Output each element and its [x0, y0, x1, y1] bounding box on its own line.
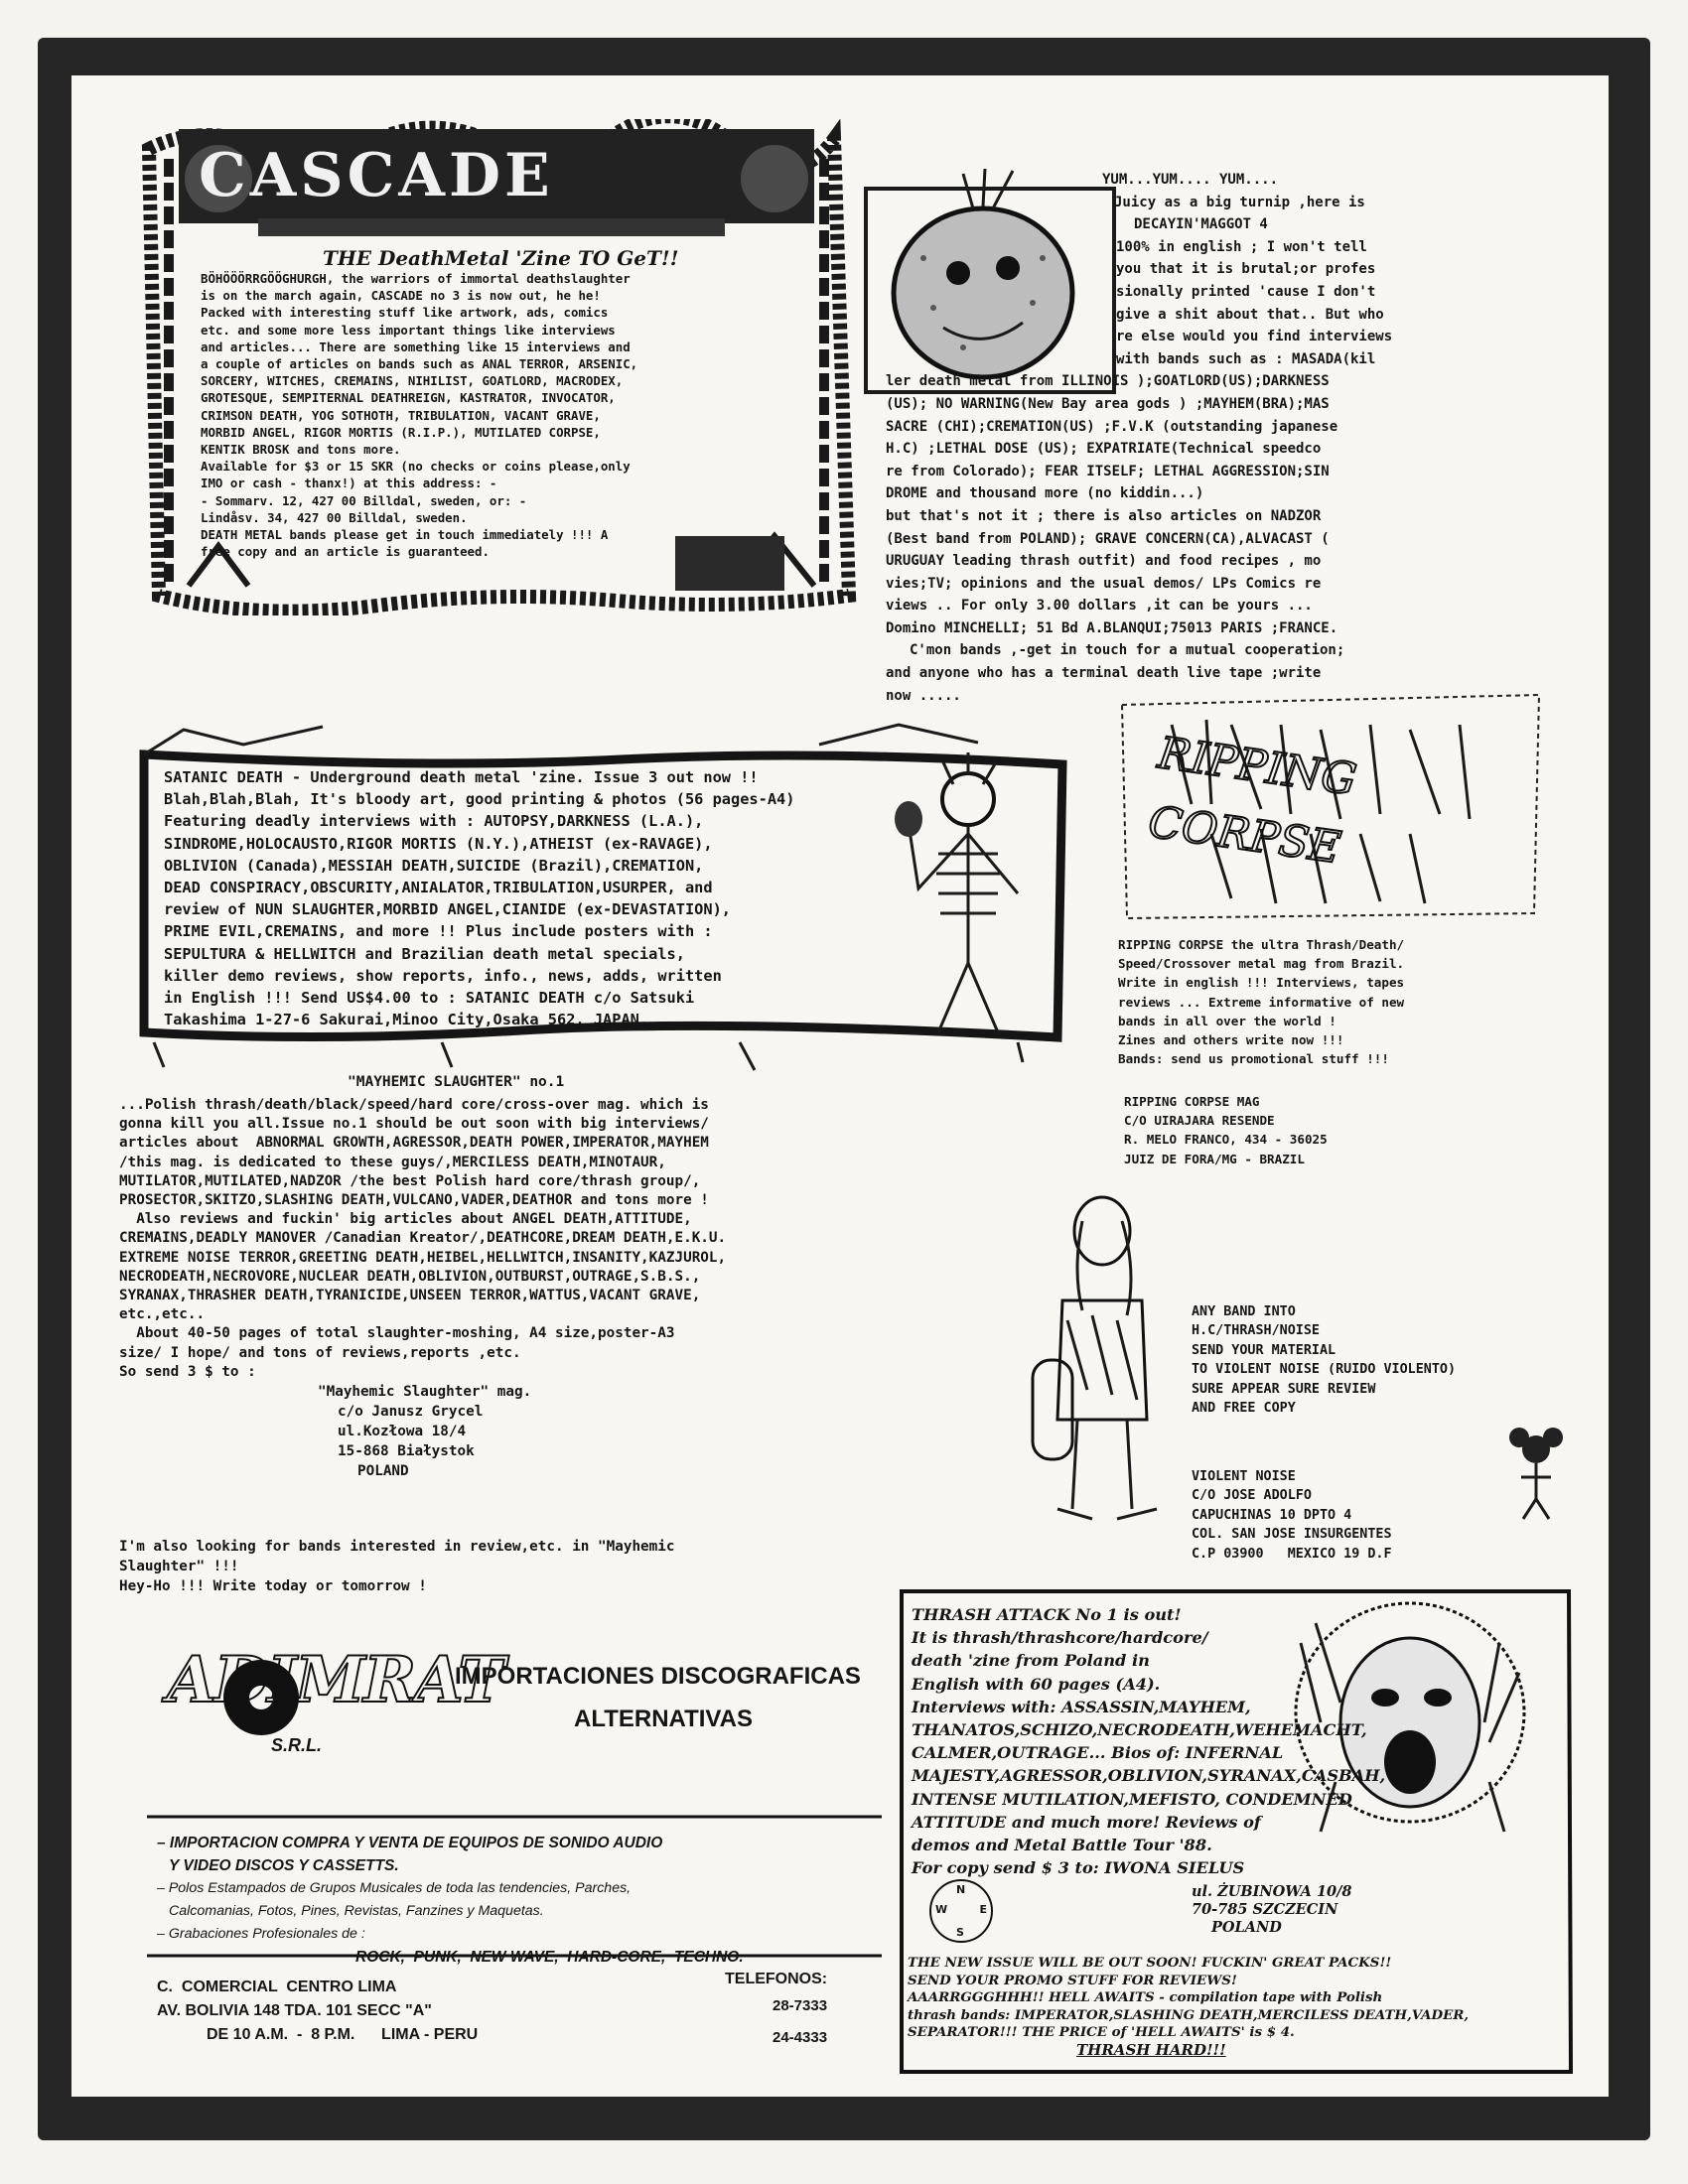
thrash-line: THRASH ATTACK No 1 is out!	[912, 1605, 1182, 1624]
maggot-line: SACRE (CHI);CREMATION(US) ;F.V.K (outstanding japanese	[886, 418, 1338, 435]
maggot-line: Domino MINCHELLI; 51 Bd A.BLANQUI;75013 PARIS ;FRANCE.	[886, 619, 1338, 636]
mayhemic-address	[318, 1382, 531, 1481]
mayhemic-line: gonna kill you all.Issue no.1 should be out soon with big interviews/	[119, 1116, 709, 1133]
mayhemic-footer-line: I'm also looking for bands interested in review,etc. in "Mayhemic	[119, 1539, 675, 1555]
adimrat-bullet: – IMPORTACION COMPRA Y VENTA DE EQUIPOS DE SONIDO AUDIO	[157, 1835, 663, 1851]
adimrat-phone: 24-4333	[773, 2029, 828, 2046]
thrash-attack-ad	[894, 1583, 1579, 2080]
satanic-line: Takashima 1-27-6 Sakurai,Minoo City,Osaka 562, JAPAN.	[164, 1011, 649, 1029]
violent-address-line: CAPUCHINAS 10 DPTO 4	[1192, 1507, 1352, 1523]
adimrat-ad	[147, 1618, 882, 2060]
satanic-line: Featuring deadly interviews with : AUTOPSY,DARKNESS (L.A.),	[164, 812, 704, 831]
thrash-footer-line: SEPARATOR!!! THE PRICE of 'HELL AWAITS' is $ 4.	[908, 2024, 1295, 2041]
thrash-line: INTENSE MUTILATION,MEFISTO, CONDEMNED	[912, 1789, 1352, 1809]
satanic-line: OBLIVION (Canada),MESSIAH DEATH,SUICIDE (Brazil),CREMATION,	[164, 856, 704, 875]
satanic-line: Blah,Blah,Blah, It's bloody art, good printing & photos (56 pages-A4)	[164, 790, 795, 809]
maggot-line: but that's not it ; there is also articles on NADZOR	[886, 507, 1322, 524]
maggot-line: 100% in english ; I won't tell	[1116, 238, 1367, 255]
adimrat-bullet: Calcomanias, Fotos, Pines, Revistas, Fanzines y Maquetas.	[169, 1903, 544, 1919]
satanic-line: PRIME EVIL,CREMAINS, and more !! Plus include posters with :	[164, 922, 713, 941]
adimrat-bullets	[157, 1832, 744, 1969]
violent-noise-ad	[1023, 1191, 1579, 1569]
mayhemic-line: etc.,etc..	[119, 1306, 206, 1323]
ripping-address-line: R. MELO FRANCO, 434 - 36025	[1124, 1132, 1328, 1148]
mayhemic-line: So send 3 $ to :	[119, 1363, 256, 1380]
mouse-illustration	[1501, 1420, 1571, 1529]
violent-line: TO VIOLENT NOISE (RUIDO VIOLENTO)	[1192, 1362, 1457, 1378]
cascade-line: Lindåsv. 34, 427 00 Billdal, sweden.	[201, 509, 468, 525]
ripping-corpse-ad	[1112, 685, 1559, 1201]
ripping-line: Zines and others write now !!!	[1118, 1032, 1344, 1048]
maggot-line: DECAYIN'MAGGOT 4	[1134, 216, 1268, 233]
maggot-line: re else would you find interviews	[1116, 329, 1393, 345]
thrash-line: demos and Metal Battle Tour '88.	[912, 1836, 1212, 1855]
violent-address	[1192, 1467, 1392, 1564]
adimrat-bullet: ROCK, PUNK, NEW WAVE, HARD-CORE, TECHNO.	[355, 1949, 744, 1966]
violent-address-line: C/O JOSE ADOLFO	[1192, 1488, 1312, 1504]
thrash-address-line: ul. ŻUBINOWA 10/8	[1192, 1883, 1352, 1900]
adimrat-address-line: AV. BOLIVIA 148 TDA. 101 SECC "A"	[157, 2002, 432, 2019]
cascade-line: KENTIK BROSK and tons more.	[201, 442, 401, 458]
mayhemic-footer-line: Slaughter" !!!	[119, 1559, 239, 1574]
adimrat-phones-label: TELEFONOS:	[725, 1971, 828, 1987]
maggot-line: now .....	[886, 687, 961, 704]
maggot-line: sionally printed 'cause I don't	[1116, 283, 1376, 300]
mayhemic-line: CREMAINS,DEADLY MANOVER /Canadian Kreator/,DEATHCORE,DREAM DEATH,E.K.U.	[119, 1230, 727, 1247]
mayhemic-title: "MAYHEMIC SLAUGHTER" no.1	[348, 1074, 565, 1090]
violent-address-line: VIOLENT NOISE	[1192, 1469, 1296, 1484]
mayhemic-address-line: c/o Janusz Grycel	[338, 1404, 484, 1420]
ripping-address-line: JUIZ DE FORA/MG - BRAZIL	[1124, 1151, 1305, 1166]
mayhemic-footer	[119, 1537, 674, 1596]
mayhemic-address-line: 15-868 Białystok	[338, 1443, 475, 1459]
thrash-footer	[908, 1955, 1469, 2060]
maggot-line: with bands such as : MASADA(kil	[1116, 350, 1376, 367]
mayhemic-line: articles about ABNORMAL GROWTH,AGRESSOR,DEATH POWER,IMPERATOR,MAYHEM	[119, 1135, 709, 1152]
thrash-line: Interviews with: ASSASSIN,MAYHEM,	[912, 1697, 1251, 1716]
mayhemic-line: MUTILATOR,MUTILATED,NADZOR /the best Polish hard core/thrash group/,	[119, 1172, 701, 1189]
mayhemic-address-line: POLAND	[357, 1463, 409, 1479]
adimrat-address-line: C. COMERCIAL CENTRO LIMA	[157, 1979, 397, 1995]
thrash-line: ATTITUDE and much more! Reviews of	[912, 1812, 1261, 1832]
ripping-corpse-logo: RIPPING CORPSE	[1145, 728, 1360, 875]
mayhemic-address-line: "Mayhemic Slaughter" mag.	[318, 1384, 532, 1400]
satanic-line: SEPULTURA & HELLWITCH and Brazilian death metal specials,	[164, 944, 685, 963]
cascade-tagline: THE DeathMetal 'Zine TO GeT!!	[323, 246, 679, 270]
mayhemic-body	[119, 1096, 726, 1382]
ripping-body	[1118, 935, 1404, 1068]
thrash-body	[912, 1603, 1385, 1879]
mayhemic-line: SYRANAX,THRASHER DEATH,TYRANICIDE,UNSEEN TERROR,WATTUS,VACANT GRAVE,	[119, 1288, 701, 1304]
ripping-address	[1124, 1092, 1328, 1168]
mayhemic-line: size/ I hope/ and tons of reviews,reports ,etc.	[119, 1344, 521, 1361]
maggot-line: views .. For only 3.00 dollars ,it can be yours ...	[886, 598, 1313, 614]
cascade-line: GROTESQUE, SEMPITERNAL DEATHREIGN, KASTRATOR, INVOCATOR,	[201, 390, 616, 406]
ripping-line: Bands: send us promotional stuff !!!	[1118, 1051, 1389, 1067]
cascade-ad	[139, 119, 864, 615]
adimrat-bullet: – Grabaciones Profesionales de :	[157, 1926, 365, 1942]
maggot-line: YUM...YUM.... YUM....	[1102, 172, 1279, 188]
adimrat-bullet: – Polos Estampados de Grupos Musicales de toda las tendencies, Parches,	[157, 1880, 632, 1896]
satanic-line: SATANIC DEATH - Underground death metal 'zine. Issue 3 out now !!	[164, 768, 759, 786]
thrash-line: CALMER,OUTRAGE... Bios of: INFERNAL	[912, 1743, 1284, 1763]
ripping-line: Speed/Crossover metal mag from Brazil.	[1118, 956, 1405, 972]
ripping-line: reviews ... Extreme informative of new	[1118, 994, 1405, 1010]
satanic-body	[164, 766, 794, 1030]
cascade-line: free copy and an article is guaranteed.	[201, 544, 490, 560]
satanic-death-ad	[124, 715, 1087, 1072]
cascade-line: - Sommarv. 12, 427 00 Billdal, sweden, or: -	[201, 492, 527, 508]
cascade-line: BÖHÖÖÖRRGÖÖGHURGH, the warriors of immortal deathslaughter	[201, 271, 631, 286]
mayhemic-line: About 40-50 pages of total slaughter-moshing, A4 size,poster-A3	[119, 1325, 675, 1342]
maggot-line: (Best band from POLAND); GRAVE CONCERN(CA),ALVACAST (	[886, 530, 1330, 547]
satanic-line: DEAD CONSPIRACY,OBSCURITY,ANIALATOR,TRIBULATION,USURPER, and	[164, 879, 713, 897]
maggot-line: and anyone who has a terminal death live tape ;write	[886, 665, 1322, 682]
satanic-line: killer demo reviews, show reports, info., news, adds, written	[164, 966, 722, 985]
mayhemic-line: /this mag. is dedicated to these guys/,MERCILESS DEATH,MINOTAUR,	[119, 1154, 666, 1170]
thrash-line: death 'zine from Poland in	[912, 1651, 1150, 1671]
thrash-footer-line: thrash bands: IMPERATOR,SLASHING DEATH,MERCILESS DEATH,VADER,	[908, 2006, 1470, 2023]
maggot-line: re from Colorado); FEAR ITSELF; LETHAL AGGRESSION;SIN	[886, 463, 1330, 479]
adimrat-subheading: ALTERNATIVAS	[574, 1706, 753, 1732]
cascade-line: is on the march again, CASCADE no 3 is now out, he he!	[201, 288, 601, 304]
cascade-body	[201, 270, 637, 560]
maggot-line: URUGUAY leading thrash outfit) and food recipes , mo	[886, 553, 1322, 570]
skater-illustration	[1023, 1191, 1182, 1539]
thrash-footer-line: SEND YOUR PROMO STUFF FOR REVIEWS!	[908, 1972, 1237, 1988]
skeleton-illustration	[895, 752, 1018, 1032]
cascade-logo: CASCADE	[199, 141, 554, 210]
cascade-line: MORBID ANGEL, RIGOR MORTIS (R.I.P.), MUTILATED CORPSE,	[201, 424, 601, 440]
cascade-line: IMO or cash - thanx!) at this address: -	[201, 476, 497, 491]
adimrat-heading: IMPORTACIONES DISCOGRAFICAS	[455, 1663, 861, 1690]
thrash-footer-line: THRASH HARD!!!	[1076, 2040, 1226, 2059]
cascade-line: Available for $3 or 15 SKR (no checks or coins please,only	[201, 459, 631, 475]
maggot-line: vies;TV; opinions and the usual demos/ LPs Comics re	[886, 575, 1322, 592]
thrash-footer-line: AAARRGGGHHH!! HELL AWAITS - compilation tape with Polish	[908, 1989, 1383, 2006]
thrash-address	[1192, 1883, 1352, 1937]
cascade-line: DEATH METAL bands please get in touch immediately !!! A	[201, 527, 609, 543]
mayhemic-line: PROSECTOR,SKITZO,SLASHING DEATH,VULCANO,VADER,DEATHOR and tons more !	[119, 1192, 709, 1209]
cascade-line: etc. and some more less important things like interviews	[201, 322, 616, 338]
adimrat-logo-sub: S.R.L.	[271, 1735, 323, 1755]
ripping-line: Write in english !!! Interviews, tapes	[1118, 975, 1405, 991]
mayhemic-slaughter-ad	[119, 1074, 1033, 1610]
mayhemic-line: Also reviews and fuckin' big articles about ANGEL DEATH,ATTITUDE,	[119, 1211, 692, 1228]
satanic-line: review of NUN SLAUGHTER,MORBID ANGEL,CIANIDE (ex-DEVASTATION),	[164, 900, 731, 919]
compass-symbol	[929, 1879, 993, 1943]
violent-line: H.C/THRASH/NOISE	[1192, 1323, 1320, 1339]
violent-body	[1192, 1302, 1456, 1418]
maggot-line: give a shit about that.. But who	[1116, 306, 1384, 323]
maggot-line: ler death metal from ILLINOIS );GOATLORD(US);DARKNESS	[886, 373, 1330, 390]
thrash-line: THANATOS,SCHIZO,NECRODEATH,WEHEMACHT,	[912, 1720, 1367, 1740]
thrash-line: English with 60 pages (A4).	[912, 1674, 1161, 1694]
violent-line: SEND YOUR MATERIAL	[1192, 1342, 1336, 1358]
adimrat-address-line: DE 10 A.M. - 8 P.M. LIMA - PERU	[207, 2026, 479, 2043]
violent-line: SURE APPEAR SURE REVIEW	[1192, 1381, 1376, 1397]
ripping-address-line: RIPPING CORPSE MAG	[1124, 1094, 1260, 1109]
ripping-address-line: C/O UIRAJARA RESENDE	[1124, 1113, 1275, 1129]
satanic-line: SINDROME,HOLOCAUSTO,RIGOR MORTIS (N.Y.),ATHEIST (ex-RAVAGE),	[164, 834, 713, 853]
mayhemic-line: EXTREME NOISE TERROR,GREETING DEATH,HEIBEL,HELLWITCH,INSANITY,KAZJUROL,	[119, 1249, 727, 1266]
ripping-line: bands in all over the world !	[1118, 1013, 1336, 1028]
maggot-line: Juicy as a big turnip ,here is	[1114, 194, 1365, 210]
thrash-line: It is thrash/thrashcore/hardcore/	[912, 1628, 1208, 1648]
mayhemic-address-line: ul.Kozłowa 18/4	[338, 1424, 467, 1439]
maggot-line: DROME and thousand more (no kiddin...)	[886, 485, 1204, 502]
maggot-body	[864, 169, 1599, 707]
cascade-line: Packed with interesting stuff like artwork, ads, comics	[201, 305, 609, 321]
ripping-line: RIPPING CORPSE the ultra Thrash/Death/	[1118, 937, 1405, 952]
violent-address-line: COL. SAN JOSE INSURGENTES	[1192, 1527, 1392, 1543]
maggot-line: (US); NO WARNING(New Bay area gods ) ;MAYHEM(BRA);MAS	[886, 395, 1330, 412]
mayhemic-line: ...Polish thrash/death/black/speed/hard core/cross-over mag. which is	[119, 1097, 709, 1113]
compass-letter: E	[979, 1903, 987, 1916]
compass-letter: N	[956, 1883, 966, 1896]
maggot-line: you that it is brutal;or profes	[1116, 261, 1376, 278]
violent-line: ANY BAND INTO	[1192, 1304, 1296, 1319]
mayhemic-footer-line: Hey-Ho !!! Write today or tomorrow !	[119, 1578, 427, 1594]
adimrat-address	[157, 1976, 478, 2047]
cascade-line: SORCERY, WITCHES, CREMAINS, NIHILIST, GOATLORD, MACRODEX,	[201, 373, 624, 389]
cascade-line: and articles... There are something like 15 interviews and	[201, 339, 631, 354]
maggot-line: C'mon bands ,-get in touch for a mutual cooperation;	[910, 642, 1345, 659]
maggot-line: H.C) ;LETHAL DOSE (US); EXPATRIATE(Technical speedco	[886, 441, 1322, 458]
cascade-line: a couple of articles on bands such as ANAL TERROR, ARSENIC,	[201, 356, 638, 372]
adimrat-phone: 28-7333	[773, 1997, 828, 2014]
thrash-address-line: POLAND	[1211, 1919, 1282, 1936]
thrash-address-line: 70-785 SZCZECIN	[1192, 1901, 1338, 1918]
adimrat-bullet: Y VIDEO DISCOS Y CASSETTS.	[169, 1857, 399, 1874]
thrash-line: For copy send $ 3 to: IWONA SIELUS	[912, 1858, 1245, 1878]
compass-letter: S	[956, 1926, 964, 1939]
violent-line: AND FREE COPY	[1192, 1401, 1296, 1417]
mayhemic-line: NECRODEATH,NECROVORE,NUCLEAR DEATH,OBLIVION,OUTBURST,OUTRAGE,S.B.S.,	[119, 1268, 701, 1285]
adimrat-logo: ADIMRAT	[167, 1643, 503, 1717]
thrash-line: MAJESTY,AGRESSOR,OBLIVION,SYRANAX,CASBAH,	[912, 1766, 1386, 1786]
violent-address-line: C.P 03900 MEXICO 19 D.F	[1192, 1546, 1392, 1562]
satanic-line: in English !!! Send US$4.00 to : SATANIC DEATH c/o Satsuki	[164, 989, 695, 1008]
compass-letter: W	[935, 1903, 948, 1916]
cascade-line: CRIMSON DEATH, YOG SOTHOTH, TRIBULATION, VACANT GRAVE,	[201, 407, 601, 423]
thrash-footer-line: THE NEW ISSUE WILL BE OUT SOON! FUCKIN' GREAT PACKS!!	[908, 1955, 1392, 1971]
maggot-ad	[864, 169, 1599, 704]
